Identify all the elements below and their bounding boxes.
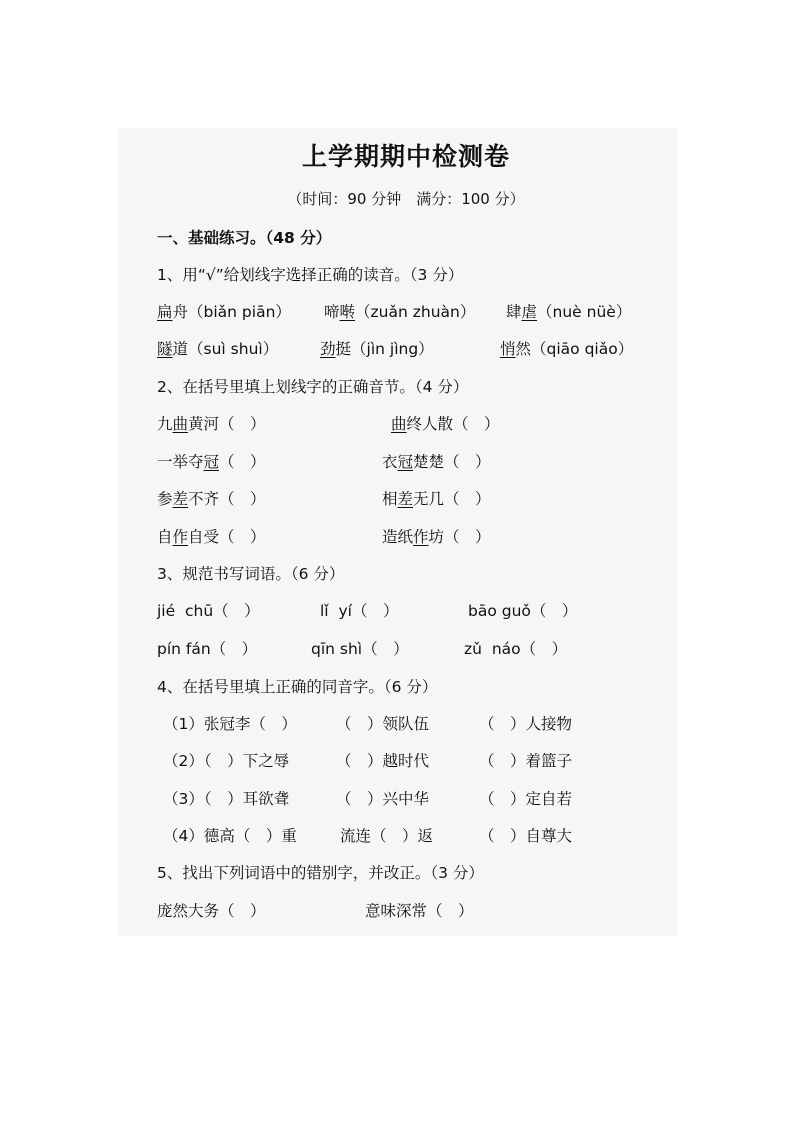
q5-item-2: 意味深常（ ） (365, 902, 474, 920)
q3-item-6: zǔ náo（ ） (464, 640, 568, 658)
q4-row-2-item-2: （ ）越时代 (336, 752, 430, 770)
q4-row-4-item-1: （4）德高（ ）重 (163, 827, 297, 845)
q4-row-1-item-3: （ ）人接物 (479, 715, 573, 733)
q1-item-2: 啼啭（zuǎn zhuàn） (324, 303, 476, 321)
q2-left-item-4: 自作自受（ ） (157, 528, 266, 546)
q4-row-3-item-2: （ ）兴中华 (336, 790, 430, 808)
q3-item-1: jié chū（ ） (157, 602, 260, 620)
q1-item-4: 隧道（suì shuì） (157, 340, 279, 358)
q4-row-2-item-3: （ ）着篮子 (479, 752, 573, 770)
q1-item-6: 悄然（qiāo qiǎo） (500, 340, 634, 358)
q1-item-1: 扁舟（biǎn piān） (157, 303, 291, 321)
question-5-prompt: 5、找出下列词语中的错别字，并改正。（3 分） (157, 864, 484, 882)
q4-row-4-item-3: （ ）自尊大 (479, 827, 573, 845)
q3-item-4: pín fán（ ） (157, 640, 258, 658)
q1-item-5: 劲挺（jìn jìng） (320, 340, 434, 358)
q4-row-4-item-2: 流连（ ）返 (340, 827, 434, 845)
q3-item-5: qīn shì（ ） (311, 640, 409, 658)
question-2-prompt: 2、在括号里填上划线字的正确音节。（4 分） (157, 378, 469, 396)
question-4-prompt: 4、在括号里填上正确的同音字。（6 分） (157, 678, 438, 696)
q4-row-2-item-1: （2）（ ）下之辱 (163, 752, 290, 770)
question-1-prompt: 1、用“√”给划线字选择正确的读音。（3 分） (157, 266, 464, 284)
q1-item-3: 肆虐（nuè nüè） (506, 303, 632, 321)
question-3-prompt: 3、规范书写词语。（6 分） (157, 565, 345, 583)
q2-left-item-3: 参差不齐（ ） (157, 490, 266, 508)
page-title: 上学期期中检测卷 (301, 142, 510, 171)
q4-row-1-item-1: （1）张冠李（ ） (163, 715, 297, 733)
q4-row-3-item-3: （ ）定自若 (479, 790, 573, 808)
q2-right-item-1: 曲终人散（ ） (391, 415, 500, 433)
section-heading: 一、基础练习。（48 分） (157, 229, 332, 247)
q3-item-2: lǐ yí（ ） (320, 602, 399, 620)
q2-right-item-2: 衣冠楚楚（ ） (382, 453, 491, 471)
q2-right-item-3: 相差无几（ ） (382, 490, 491, 508)
q3-item-3: bāo guǒ（ ） (468, 602, 578, 620)
q4-row-1-item-2: （ ）领队伍 (336, 715, 430, 733)
q5-item-1: 庞然大务（ ） (157, 902, 266, 920)
q4-row-3-item-1: （3）（ ）耳欲聋 (163, 790, 290, 808)
q2-right-item-4: 造纸作坊（ ） (382, 528, 491, 546)
q2-left-item-2: 一举夺冠（ ） (157, 453, 266, 471)
exam-info: （时间：90 分钟 满分：100 分） (287, 190, 525, 208)
q2-left-item-1: 九曲黄河（ ） (157, 415, 266, 433)
